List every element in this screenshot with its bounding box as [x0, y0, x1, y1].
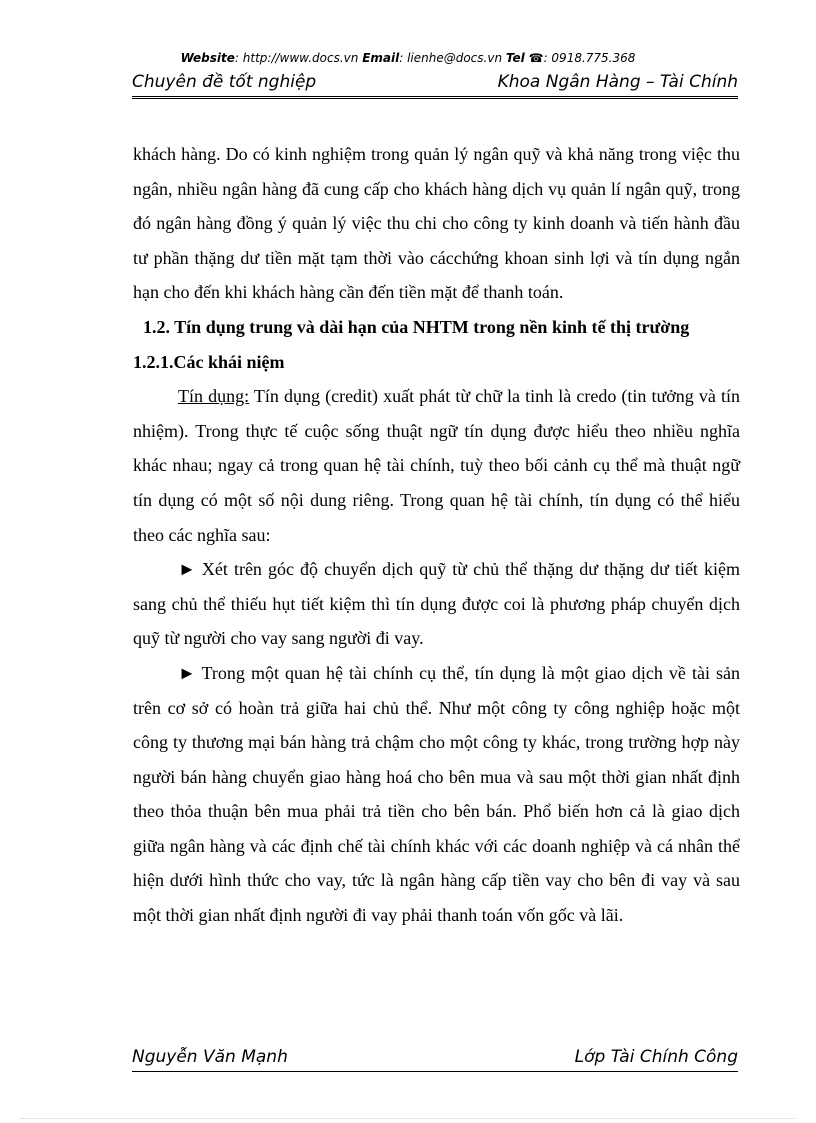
bullet-2-text: Trong một quan hệ tài chính cụ thể, tín dụng là một giao dịch về tài sản trên cơ sở có hoàn trả giữa hai chủ thể. Như một công ty công nghiệp hoặc một công ty thương mại bán hàng trả chậm cho một công ty khác, trong trường hợp này người bán hàng chuyển giao hàng hoá cho bên mua và sau một thời gian nhất định theo thỏa thuận bên mua phải trả tiền cho bên bán. Phổ biến hơn cả là giao dịch giữa ngân hàng và các định chế tài chính khác với các doanh nghiệp và cá nhân thể hiện dưới hình thức cho vay, tức là ngân hàng cấp tiền vay cho bên đi vay và sau một thời gian nhất định người đi vay phải thanh toán vốn gốc và lãi.: [133, 662, 740, 926]
page-footer: [132, 1047, 738, 1072]
paragraph-bullet-1: [133, 552, 740, 656]
section-heading-1-2-1: 1.2.1.Các khái niệm: [133, 351, 285, 372]
bullet-arrow-icon: ►: [178, 662, 196, 683]
email-label: Email: [362, 51, 400, 65]
phone-icon: ☎: [528, 51, 544, 65]
page-edge-divider: [20, 1118, 796, 1119]
paragraph-credit-definition: [133, 379, 740, 552]
email-address: : lienhe@docs.vn: [399, 51, 503, 65]
footer-class: Lớp Tài Chính Công: [574, 1047, 738, 1067]
phone-number: : 0918.775.368: [543, 51, 636, 65]
website-url: : http://www.docs.vn: [234, 51, 359, 65]
bullet-1-text: Xét trên góc độ chuyển dịch quỹ từ chủ thể thặng dư thặng dư tiết kiệm sang chủ thể thiếu hụt tiết kiệm thì tín dụng được coi là phương pháp chuyển dịch quỹ từ người cho vay sang người đi vay.: [133, 559, 740, 649]
tel-label: Tel: [505, 51, 525, 65]
credit-definition-text: Tín dụng (credit) xuất phát từ chữ la tinh là credo (tin tưởng và tín nhiệm). Trong thực tế cuộc sống thuật ngữ tín dụng được hiểu theo nhiều nghĩa khác nhau; ngay cả trong quan hệ tài chính, tuỳ theo bối cảnh cụ thể mà thuật ngữ tín dụng có một số nội dung riêng. Trong quan hệ tài chính, tín dụng có thể hiểu theo các nghĩa sau:: [133, 386, 740, 545]
bullet-arrow-icon: ►: [178, 559, 196, 580]
header-faculty: Khoa Ngân Hàng – Tài Chính: [497, 72, 738, 92]
term-credit: Tín dụng:: [178, 386, 250, 407]
page-header: [132, 70, 738, 99]
paragraph-bullet-2: [133, 656, 740, 933]
website-label: Website: [180, 51, 235, 65]
page-content: [133, 137, 740, 933]
header-thesis-title: Chuyên đề tốt nghiệp: [132, 72, 317, 92]
footer-author: Nguyễn Văn Mạnh: [132, 1047, 288, 1067]
website-contact-line: [0, 50, 816, 66]
paragraph-intro: khách hàng. Do có kinh nghiệm trong quản lý ngân quỹ và khả năng trong việc thu ngân, nhiều ngân hàng đã cung cấp cho khách hàng dịch vụ quản lí ngân quỹ, trong đó ngân hàng đồng ý quản lý việc thu chi cho công ty kinh doanh và tiến hành đầu tư phần thặng dư tiền mặt tạm thời vào cácchứng khoan sinh lợi và tín dụng ngắn hạn cho đến khi khách hàng cần đến tiền mặt để thanh toán.: [133, 144, 740, 303]
section-heading-1-2: 1.2. Tín dụng trung và dài hạn của NHTM trong nền kinh tế thị trường: [143, 316, 690, 337]
